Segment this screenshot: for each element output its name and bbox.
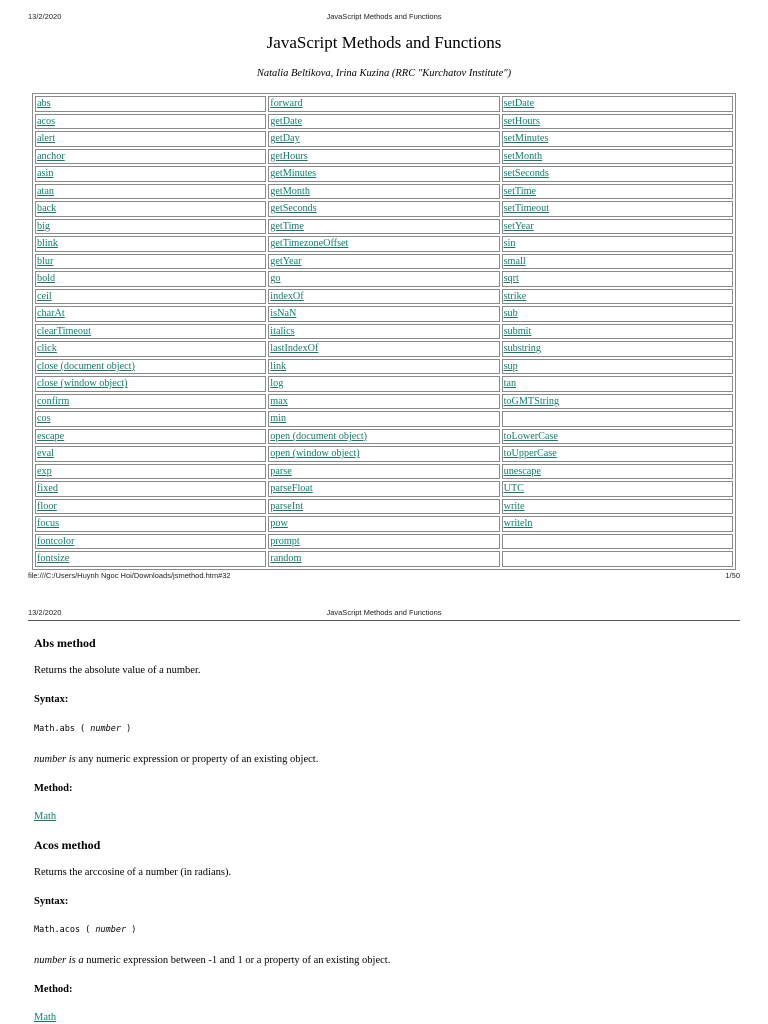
param-text: numeric expression between -1 and 1 or a property of an existing object. (83, 955, 391, 966)
table-row (35, 551, 733, 567)
table-row (35, 96, 733, 112)
table-cell (35, 359, 266, 375)
table-cell (35, 516, 266, 532)
method-link[interactable]: toGMTString (503, 395, 560, 407)
code-argument: number (90, 724, 122, 734)
table-cell (268, 324, 499, 340)
method-link[interactable]: getTimezoneOffset (270, 238, 349, 250)
method-label-acos: Method: (34, 984, 73, 995)
table-cell (35, 429, 266, 445)
table-cell (502, 236, 733, 252)
table-cell (502, 271, 733, 287)
table-row (35, 184, 733, 200)
method-link[interactable]: open (document object) (270, 430, 368, 442)
method-link[interactable]: back (37, 203, 57, 215)
method-link[interactable]: setHours (503, 115, 540, 127)
page-divider (28, 620, 740, 621)
table-cell (268, 131, 499, 147)
method-link[interactable]: tan (503, 378, 517, 390)
table-cell (502, 516, 733, 532)
table-row (35, 306, 733, 322)
table-cell (268, 411, 499, 427)
section-desc-abs: Returns the absolute value of a number. (34, 665, 201, 676)
method-link[interactable]: exp (37, 465, 52, 477)
method-link[interactable]: getHours (270, 150, 308, 162)
section-title-acos: Acos method (34, 838, 101, 852)
method-link[interactable]: eval (37, 448, 54, 460)
method-link[interactable]: link (270, 360, 287, 372)
method-link[interactable]: min (270, 413, 287, 425)
table-cell (268, 114, 499, 130)
table-cell (268, 254, 499, 270)
print-title: JavaScript Methods and Functions (326, 608, 442, 617)
table-row (35, 219, 733, 235)
table-cell (502, 411, 733, 427)
table-cell (502, 376, 733, 392)
table-cell (35, 324, 266, 340)
method-link[interactable]: getDay (270, 133, 300, 145)
table-cell (35, 236, 266, 252)
method-link[interactable]: abs (37, 98, 51, 110)
param-name: number is a (34, 955, 84, 966)
table-row (35, 429, 733, 445)
table-cell (35, 201, 266, 217)
code-function: Math.acos ( (34, 925, 96, 935)
method-link[interactable]: open (window object) (270, 448, 360, 460)
method-link[interactable]: blink (37, 238, 58, 250)
table-row (35, 324, 733, 340)
table-cell (268, 534, 499, 550)
method-link[interactable]: sub (503, 308, 518, 320)
table-row (35, 376, 733, 392)
print-title: JavaScript Methods and Functions (326, 12, 442, 21)
method-link[interactable]: big (37, 220, 51, 232)
table-row (35, 289, 733, 305)
table-cell (35, 411, 266, 427)
method-link[interactable]: setSeconds (503, 168, 549, 180)
table-cell (502, 131, 733, 147)
table-cell (502, 481, 733, 497)
method-link[interactable]: writeln (503, 518, 533, 530)
method-link[interactable]: charAt (37, 308, 65, 320)
table-cell (35, 114, 266, 130)
param-name: number is (34, 754, 76, 765)
print-page-number: 1/50 (725, 571, 740, 580)
table-row (35, 254, 733, 270)
section-desc-acos: Returns the arccosine of a number (in radians). (34, 867, 232, 878)
method-link[interactable]: getTime (270, 220, 304, 232)
table-cell (502, 429, 733, 445)
method-link[interactable]: setYear (503, 220, 534, 232)
method-link[interactable]: fixed (37, 483, 58, 495)
method-link[interactable]: getYear (270, 255, 302, 267)
table-cell (35, 394, 266, 410)
table-cell (268, 464, 499, 480)
table-cell (268, 219, 499, 235)
table-row (35, 446, 733, 462)
table-row (35, 534, 733, 550)
method-link[interactable]: random (270, 553, 302, 565)
table-cell (268, 516, 499, 532)
method-link[interactable]: asin (37, 168, 54, 180)
table-cell (268, 481, 499, 497)
method-link[interactable]: italics (270, 325, 295, 337)
method-link[interactable]: click (37, 343, 57, 355)
method-link[interactable]: toLowerCase (503, 430, 558, 442)
table-cell (35, 481, 266, 497)
table-cell (268, 341, 499, 357)
method-link[interactable]: log (270, 378, 284, 390)
method-link[interactable]: lastIndexOf (270, 343, 319, 355)
method-link-math[interactable]: Math (34, 811, 57, 822)
method-link[interactable]: prompt (270, 535, 300, 547)
method-link[interactable]: write (503, 500, 525, 512)
table-cell (35, 166, 266, 182)
method-link[interactable]: anchor (37, 150, 65, 162)
method-link[interactable]: focus (37, 518, 60, 530)
table-cell (502, 464, 733, 480)
method-link[interactable]: setTimeout (503, 203, 550, 215)
method-link[interactable]: forward (270, 98, 303, 110)
table-cell (268, 394, 499, 410)
table-cell (502, 201, 733, 217)
method-link[interactable]: atan (37, 185, 54, 197)
syntax-label-abs: Syntax: (34, 694, 69, 705)
table-row (35, 131, 733, 147)
method-link[interactable]: indexOf (270, 290, 304, 302)
method-link[interactable]: substring (503, 343, 541, 355)
method-link[interactable]: max (270, 395, 288, 407)
table-cell (268, 289, 499, 305)
code-close: ) (126, 925, 137, 935)
table-cell (35, 219, 266, 235)
table-row (35, 149, 733, 165)
print-date: 13/2/2020 (28, 12, 62, 21)
code-function: Math.abs ( (34, 724, 91, 734)
table-cell (502, 394, 733, 410)
method-link[interactable]: submit (503, 325, 532, 337)
method-link[interactable]: close (document object) (37, 360, 135, 372)
syntax-code-abs (34, 724, 131, 734)
table-cell (35, 551, 266, 567)
table-cell (35, 184, 266, 200)
table-cell (502, 341, 733, 357)
param-desc-abs (34, 754, 318, 765)
syntax-label-acos: Syntax: (34, 896, 69, 907)
table-cell (268, 446, 499, 462)
table-row (35, 341, 733, 357)
method-link[interactable]: clearTimeout (37, 325, 91, 337)
method-link[interactable]: confirm (37, 395, 70, 407)
param-text: any numeric expression or property of an existing object. (75, 754, 319, 765)
table-cell (35, 446, 266, 462)
table-cell (502, 114, 733, 130)
table-cell (35, 131, 266, 147)
table-cell (502, 324, 733, 340)
method-link[interactable]: parseInt (270, 500, 304, 512)
table-cell (502, 499, 733, 515)
table-cell (35, 341, 266, 357)
method-link[interactable]: unescape (503, 465, 541, 477)
method-link[interactable]: blur (37, 255, 54, 267)
table-cell (35, 499, 266, 515)
method-link[interactable]: setTime (503, 185, 537, 197)
method-link[interactable]: fontsize (37, 553, 70, 565)
method-link[interactable]: small (503, 255, 526, 267)
table-row (35, 394, 733, 410)
table-row (35, 166, 733, 182)
table-row (35, 411, 733, 427)
table-cell (35, 464, 266, 480)
table-cell (268, 96, 499, 112)
method-link[interactable]: setMonth (503, 150, 543, 162)
section-title-abs: Abs method (34, 636, 96, 650)
method-link[interactable]: getDate (270, 115, 302, 127)
method-link[interactable]: strike (503, 290, 527, 302)
table-cell (268, 376, 499, 392)
table-cell (268, 551, 499, 567)
table-row (35, 481, 733, 497)
method-link[interactable]: escape (37, 430, 65, 442)
method-label-abs: Method: (34, 783, 73, 794)
table-cell (268, 271, 499, 287)
table-row (35, 464, 733, 480)
table-cell (502, 534, 733, 550)
method-link[interactable]: go (270, 273, 281, 285)
method-link[interactable]: acos (37, 115, 56, 127)
method-link[interactable]: fontcolor (37, 535, 75, 547)
table-row (35, 236, 733, 252)
method-link[interactable]: sqrt (503, 273, 519, 285)
table-cell (268, 359, 499, 375)
table-cell (502, 289, 733, 305)
table-cell (502, 184, 733, 200)
table-cell (502, 551, 733, 567)
table-cell (502, 166, 733, 182)
table-cell (268, 236, 499, 252)
table-cell (268, 166, 499, 182)
table-cell (502, 359, 733, 375)
authors-line: Natalia Beltikova, Irina Kuzina (RRC "Kurchatov Institute") (256, 68, 512, 79)
table-cell (35, 254, 266, 270)
method-link[interactable]: sup (503, 360, 518, 372)
table-cell (35, 306, 266, 322)
method-link[interactable]: ceil (37, 290, 52, 302)
table-row (35, 516, 733, 532)
table-cell (268, 499, 499, 515)
print-file-url: file:///C:/Users/Huynh Ngoc Hoi/Downloads/jsmethod.htm#32 (28, 571, 231, 580)
print-date: 13/2/2020 (28, 608, 62, 617)
syntax-code-acos (34, 925, 136, 935)
table-row (35, 359, 733, 375)
table-cell (502, 446, 733, 462)
table-row (35, 271, 733, 287)
table-cell (35, 149, 266, 165)
table-cell (502, 96, 733, 112)
table-cell (268, 306, 499, 322)
method-link[interactable]: parse (270, 465, 292, 477)
method-link[interactable]: pow (270, 518, 288, 530)
code-argument: number (95, 925, 127, 935)
table-cell (268, 429, 499, 445)
method-link[interactable]: parseFloat (270, 483, 313, 495)
table-cell (35, 289, 266, 305)
method-link[interactable]: bold (37, 273, 56, 285)
code-close: ) (121, 724, 132, 734)
method-link[interactable]: isNaN (270, 308, 297, 320)
table-row (35, 114, 733, 130)
table-cell (268, 201, 499, 217)
param-desc-acos (34, 955, 390, 966)
table-cell (35, 96, 266, 112)
methods-index-table (32, 93, 736, 570)
table-row (35, 499, 733, 515)
page-title: JavaScript Methods and Functions (266, 33, 502, 52)
method-link[interactable]: setDate (503, 98, 535, 110)
method-link[interactable]: close (window object) (37, 378, 128, 390)
table-cell (35, 271, 266, 287)
method-link[interactable]: sin (503, 238, 516, 250)
table-cell (268, 184, 499, 200)
method-link[interactable]: getMonth (270, 185, 310, 197)
method-link[interactable]: getSeconds (270, 203, 317, 215)
table-cell (502, 254, 733, 270)
table-cell (502, 149, 733, 165)
table-cell (268, 149, 499, 165)
method-link-math[interactable]: Math (34, 1012, 57, 1023)
table-cell (35, 376, 266, 392)
method-link[interactable]: alert (37, 133, 56, 145)
table-cell (35, 534, 266, 550)
table-row (35, 201, 733, 217)
table-cell (502, 219, 733, 235)
method-link[interactable]: floor (37, 500, 57, 512)
method-link[interactable]: getMinutes (270, 168, 317, 180)
method-link[interactable]: UTC (503, 483, 524, 495)
method-link[interactable]: setMinutes (503, 133, 549, 145)
method-link[interactable]: cos (37, 413, 51, 425)
method-link[interactable]: toUpperCase (503, 448, 557, 460)
table-cell (502, 306, 733, 322)
